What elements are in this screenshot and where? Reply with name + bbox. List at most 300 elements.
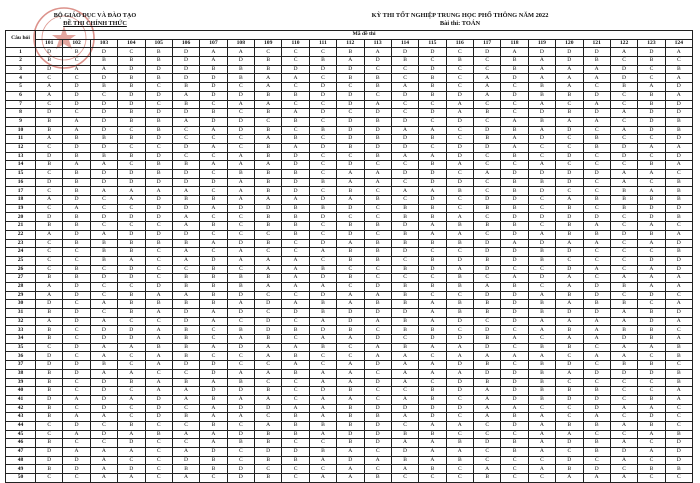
answer-cell: B	[583, 143, 610, 152]
answer-cell: B	[528, 369, 555, 378]
answer-cell: C	[501, 161, 528, 170]
answer-cell: B	[446, 274, 473, 283]
answer-cell: A	[337, 378, 364, 387]
exam-code-cell: 111	[309, 39, 336, 48]
answer-cell: B	[172, 343, 199, 352]
answer-cell: A	[282, 343, 309, 352]
answer-cell: C	[145, 465, 172, 474]
answer-cell: D	[364, 430, 391, 439]
answer-cell: A	[118, 187, 145, 196]
answer-cell: B	[665, 65, 692, 74]
answer-cell: D	[474, 343, 501, 352]
answer-cell: A	[638, 282, 665, 291]
answer-cell: D	[118, 65, 145, 74]
answer-row	[6, 74, 693, 83]
exam-code-cell: 110	[282, 39, 309, 48]
answer-cell: B	[665, 196, 692, 205]
answer-cell: A	[446, 230, 473, 239]
answer-cell: B	[337, 421, 364, 430]
answer-cell: A	[90, 448, 117, 457]
answer-cell: C	[145, 421, 172, 430]
answer-cell: B	[556, 230, 583, 239]
answer-cell: C	[583, 126, 610, 135]
answer-cell: C	[282, 439, 309, 448]
answer-cell: C	[337, 282, 364, 291]
answer-cell: C	[172, 439, 199, 448]
answer-cell: C	[419, 378, 446, 387]
answer-cell: A	[90, 465, 117, 474]
answer-cell: D	[446, 143, 473, 152]
answer-cell: A	[90, 352, 117, 361]
answer-cell: D	[364, 404, 391, 413]
exam-code-cell: 102	[63, 39, 90, 48]
answer-cell: A	[501, 135, 528, 144]
answer-cell: C	[610, 378, 637, 387]
answer-cell: A	[200, 126, 227, 135]
answer-cell: A	[337, 196, 364, 205]
answer-cell: B	[665, 465, 692, 474]
answer-cell: D	[556, 361, 583, 370]
answer-cell: A	[391, 152, 418, 161]
question-number: 48	[6, 456, 36, 465]
answer-cell: A	[583, 74, 610, 83]
answer-cell: C	[364, 395, 391, 404]
answer-cell: A	[446, 352, 473, 361]
answer-cell: A	[446, 265, 473, 274]
answer-cell: B	[474, 256, 501, 265]
question-number: 9	[6, 117, 36, 126]
answer-cell: C	[474, 57, 501, 66]
answer-cell: D	[391, 48, 418, 57]
answer-cell: A	[610, 309, 637, 318]
answer-cell: B	[282, 117, 309, 126]
answer-cell: D	[200, 256, 227, 265]
answer-cell: D	[90, 109, 117, 118]
answer-cell: B	[118, 421, 145, 430]
answer-cell: A	[556, 474, 583, 483]
answer-cell: C	[528, 204, 555, 213]
answer-cell: B	[501, 439, 528, 448]
answer-cell: C	[36, 100, 63, 109]
answer-cell: C	[474, 161, 501, 170]
answer-cell: C	[255, 361, 282, 370]
answer-cell: C	[36, 187, 63, 196]
question-number: 40	[6, 387, 36, 396]
answer-cell: D	[638, 317, 665, 326]
answer-cell: C	[419, 117, 446, 126]
answer-cell: A	[118, 369, 145, 378]
answer-cell: D	[282, 187, 309, 196]
answer-cell: B	[36, 335, 63, 344]
answer-cell: A	[391, 187, 418, 196]
answer-cell: B	[90, 256, 117, 265]
answer-cell: B	[63, 170, 90, 179]
answer-cell: A	[200, 317, 227, 326]
answer-cell: C	[63, 404, 90, 413]
answer-cell: A	[63, 430, 90, 439]
answer-cell: C	[282, 291, 309, 300]
exam-code-cell: 115	[419, 39, 446, 48]
answer-cell: D	[282, 448, 309, 457]
answer-cell: B	[309, 448, 336, 457]
answer-cell: C	[282, 83, 309, 92]
answer-cell: B	[665, 213, 692, 222]
answer-cell: A	[172, 430, 199, 439]
answer-cell: D	[227, 126, 254, 135]
answer-cell: C	[391, 161, 418, 170]
answer-cell: B	[200, 109, 227, 118]
answer-cell: B	[337, 387, 364, 396]
answer-cell: D	[556, 57, 583, 66]
answer-cell: A	[474, 282, 501, 291]
answer-cell: B	[63, 239, 90, 248]
answer-cell: B	[282, 369, 309, 378]
answer-cell: D	[364, 361, 391, 370]
answer-cell: A	[501, 117, 528, 126]
answer-cell: A	[391, 83, 418, 92]
exam-code-cell: 114	[391, 39, 418, 48]
answer-cell: A	[665, 230, 692, 239]
answer-cell: C	[610, 291, 637, 300]
answer-cell: B	[419, 239, 446, 248]
answer-cell: B	[610, 83, 637, 92]
answer-cell: B	[528, 378, 555, 387]
answer-cell: C	[610, 91, 637, 100]
answer-cell: A	[172, 474, 199, 483]
answer-cell: B	[145, 48, 172, 57]
answer-cell: C	[665, 57, 692, 66]
answer-cell: D	[36, 361, 63, 370]
answer-cell: C	[227, 456, 254, 465]
answer-cell: C	[665, 222, 692, 231]
answer-cell: C	[282, 57, 309, 66]
answer-cell: A	[391, 369, 418, 378]
answer-cell: C	[145, 439, 172, 448]
answer-cell: A	[172, 387, 199, 396]
answer-cell: B	[446, 187, 473, 196]
answer-cell: C	[556, 256, 583, 265]
answer-cell: D	[501, 421, 528, 430]
answer-cell: B	[63, 265, 90, 274]
question-number: 30	[6, 300, 36, 309]
answer-cell: D	[665, 83, 692, 92]
answer-cell: B	[528, 387, 555, 396]
answer-cell: A	[282, 74, 309, 83]
answer-cell: B	[282, 222, 309, 231]
answer-row	[6, 65, 693, 74]
answer-cell: C	[391, 335, 418, 344]
answer-cell: C	[63, 256, 90, 265]
answer-cell: D	[638, 213, 665, 222]
answer-row	[6, 421, 693, 430]
answer-cell: A	[610, 439, 637, 448]
answer-cell: B	[638, 395, 665, 404]
answer-row	[6, 352, 693, 361]
answer-cell: D	[227, 474, 254, 483]
answer-cell: D	[364, 335, 391, 344]
answer-cell: D	[610, 335, 637, 344]
answer-cell: A	[255, 100, 282, 109]
answer-cell: C	[200, 248, 227, 257]
answer-cell: B	[610, 361, 637, 370]
answer-cell: B	[364, 117, 391, 126]
answer-cell: C	[255, 291, 282, 300]
answer-cell: A	[528, 413, 555, 422]
answer-cell: C	[227, 265, 254, 274]
answer-cell: A	[172, 256, 199, 265]
answer-cell: A	[638, 265, 665, 274]
answer-cell: C	[391, 274, 418, 283]
question-number: 10	[6, 126, 36, 135]
answer-cell: B	[90, 239, 117, 248]
answer-cell: D	[501, 230, 528, 239]
answer-cell: D	[583, 465, 610, 474]
answer-cell: D	[610, 152, 637, 161]
answer-cell: A	[90, 317, 117, 326]
answer-cell: A	[282, 256, 309, 265]
answer-cell: A	[337, 335, 364, 344]
answer-cell: C	[145, 248, 172, 257]
answer-cell: A	[227, 152, 254, 161]
answer-cell: D	[556, 213, 583, 222]
answer-cell: C	[556, 135, 583, 144]
answer-cell: B	[36, 274, 63, 283]
answer-cell: B	[337, 413, 364, 422]
answer-cell: A	[474, 404, 501, 413]
answer-cell: B	[172, 465, 199, 474]
answer-cell: C	[145, 100, 172, 109]
answer-cell: A	[145, 378, 172, 387]
answer-cell: B	[118, 248, 145, 257]
answer-cell: A	[172, 448, 199, 457]
answer-cell: B	[583, 135, 610, 144]
question-number: 45	[6, 430, 36, 439]
answer-cell: A	[556, 369, 583, 378]
answer-cell: A	[145, 387, 172, 396]
answer-cell: A	[528, 126, 555, 135]
answer-cell: D	[118, 265, 145, 274]
answer-cell: C	[556, 187, 583, 196]
answer-cell: D	[337, 100, 364, 109]
answer-cell: D	[501, 317, 528, 326]
answer-cell: D	[118, 335, 145, 344]
answer-cell: D	[145, 196, 172, 205]
answer-cell: C	[200, 187, 227, 196]
answer-cell: B	[419, 135, 446, 144]
answer-cell: B	[638, 230, 665, 239]
answer-cell: D	[145, 213, 172, 222]
answer-cell: C	[90, 204, 117, 213]
answer-cell: B	[36, 57, 63, 66]
answer-cell: B	[419, 74, 446, 83]
answer-cell: B	[227, 65, 254, 74]
question-number: 7	[6, 100, 36, 109]
answer-cell: B	[528, 117, 555, 126]
answer-cell: B	[610, 196, 637, 205]
answer-cell: B	[610, 282, 637, 291]
answer-cell: C	[90, 265, 117, 274]
answer-cell: D	[638, 117, 665, 126]
answer-cell: C	[282, 317, 309, 326]
answer-cell: B	[665, 378, 692, 387]
answer-cell: B	[446, 282, 473, 291]
answer-cell: A	[556, 196, 583, 205]
answer-cell: B	[255, 474, 282, 483]
answer-row	[6, 161, 693, 170]
question-number: 16	[6, 178, 36, 187]
answer-cell: D	[665, 265, 692, 274]
answer-cell: C	[118, 282, 145, 291]
answer-cell: D	[145, 395, 172, 404]
answer-cell: A	[309, 282, 336, 291]
answer-cell: D	[528, 48, 555, 57]
answer-cell: A	[172, 91, 199, 100]
answer-cell: C	[364, 274, 391, 283]
answer-cell: B	[501, 413, 528, 422]
answer-cell: B	[391, 230, 418, 239]
answer-cell: B	[419, 91, 446, 100]
answer-cell: A	[118, 430, 145, 439]
answer-cell: C	[446, 48, 473, 57]
answer-cell: A	[364, 170, 391, 179]
answer-cell: D	[200, 448, 227, 457]
answer-cell: D	[90, 395, 117, 404]
answer-cell: D	[364, 143, 391, 152]
answer-cell: B	[145, 170, 172, 179]
answer-cell: D	[446, 117, 473, 126]
answer-cell: C	[145, 474, 172, 483]
exam-code-cell: 107	[200, 39, 227, 48]
answer-cell: B	[638, 335, 665, 344]
answer-cell: B	[419, 282, 446, 291]
answer-row	[6, 204, 693, 213]
answer-cell: A	[90, 413, 117, 422]
answer-cell: A	[665, 143, 692, 152]
answer-cell: C	[118, 317, 145, 326]
answer-cell: C	[36, 256, 63, 265]
answer-cell: D	[118, 170, 145, 179]
answer-cell: A	[118, 196, 145, 205]
answer-cell: D	[36, 456, 63, 465]
question-number: 31	[6, 309, 36, 318]
answer-cell: D	[446, 404, 473, 413]
answer-cell: C	[474, 152, 501, 161]
answer-cell: A	[638, 274, 665, 283]
answer-cell: C	[638, 178, 665, 187]
answer-cell: D	[36, 448, 63, 457]
answer-cell: C	[665, 361, 692, 370]
answer-cell: B	[638, 361, 665, 370]
answer-cell: D	[118, 274, 145, 283]
answer-cell: D	[145, 413, 172, 422]
answer-cell: B	[638, 100, 665, 109]
answer-cell: C	[391, 196, 418, 205]
answer-cell: B	[337, 274, 364, 283]
answer-cell: A	[528, 430, 555, 439]
answer-row	[6, 361, 693, 370]
answer-cell: D	[255, 404, 282, 413]
answer-cell: C	[638, 135, 665, 144]
answer-cell: A	[227, 300, 254, 309]
answer-cell: C	[364, 213, 391, 222]
answer-cell: B	[282, 135, 309, 144]
answer-cell: D	[282, 152, 309, 161]
answer-cell: C	[528, 335, 555, 344]
answer-cell: B	[665, 126, 692, 135]
answer-cell: A	[309, 378, 336, 387]
answer-cell: A	[583, 474, 610, 483]
answer-cell: D	[145, 404, 172, 413]
answer-cell: D	[36, 395, 63, 404]
answer-cell: B	[145, 239, 172, 248]
answer-row	[6, 256, 693, 265]
answer-cell: C	[583, 152, 610, 161]
answer-cell: B	[200, 395, 227, 404]
answer-cell: D	[337, 230, 364, 239]
answer-cell: B	[255, 213, 282, 222]
answer-cell: C	[309, 100, 336, 109]
answer-cell: D	[391, 248, 418, 257]
answer-cell: A	[391, 395, 418, 404]
answer-cell: B	[172, 161, 199, 170]
question-number: 44	[6, 421, 36, 430]
answer-cell: C	[364, 369, 391, 378]
answer-row	[6, 413, 693, 422]
answer-row	[6, 222, 693, 231]
answer-cell: D	[63, 309, 90, 318]
answer-cell: B	[145, 430, 172, 439]
answer-cell: B	[63, 213, 90, 222]
answer-cell: A	[90, 230, 117, 239]
answer-cell: D	[419, 170, 446, 179]
answer-cell: C	[446, 126, 473, 135]
answer-cell: C	[255, 465, 282, 474]
answer-cell: A	[419, 343, 446, 352]
answer-cell: C	[337, 109, 364, 118]
answer-cell: C	[364, 187, 391, 196]
answer-cell: C	[255, 378, 282, 387]
answer-cell: C	[446, 204, 473, 213]
answer-cell: B	[172, 300, 199, 309]
question-number: 42	[6, 404, 36, 413]
answer-cell: A	[419, 222, 446, 231]
answer-cell: D	[556, 309, 583, 318]
answer-cell: D	[391, 404, 418, 413]
answer-cell: B	[172, 352, 199, 361]
answer-cell: B	[556, 109, 583, 118]
answer-cell: C	[63, 474, 90, 483]
answer-cell: C	[556, 404, 583, 413]
answer-cell: C	[282, 239, 309, 248]
answer-cell: B	[474, 335, 501, 344]
answer-cell: D	[501, 378, 528, 387]
answer-cell: C	[528, 143, 555, 152]
answer-cell: C	[556, 448, 583, 457]
answer-cell: A	[556, 430, 583, 439]
answer-cell: B	[419, 465, 446, 474]
answer-cell: C	[610, 413, 637, 422]
answer-cell: B	[282, 91, 309, 100]
question-number: 37	[6, 361, 36, 370]
question-number: 36	[6, 352, 36, 361]
answer-cell: C	[665, 413, 692, 422]
answer-cell: A	[337, 300, 364, 309]
answer-cell: A	[665, 395, 692, 404]
answer-cell: A	[282, 274, 309, 283]
question-number: 34	[6, 335, 36, 344]
answer-cell: C	[583, 178, 610, 187]
answer-cell: D	[282, 65, 309, 74]
